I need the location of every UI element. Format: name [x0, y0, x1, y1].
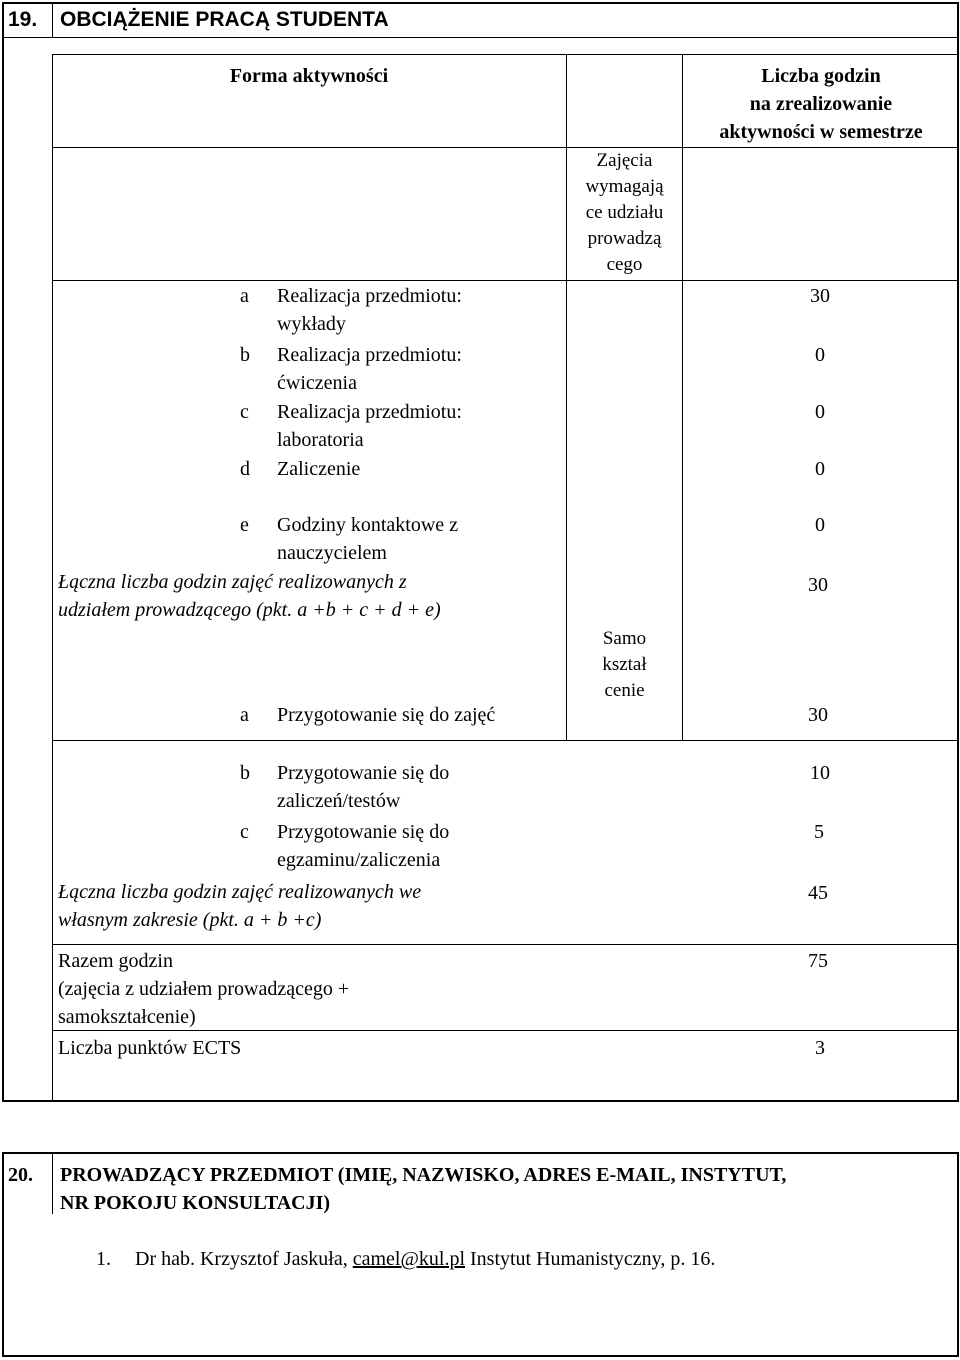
row-hours: 30	[808, 704, 828, 726]
row-label-line1: Przygotowanie się do	[277, 762, 450, 784]
row-letter: c	[240, 401, 249, 423]
zajecia-line: Zajęcia	[596, 150, 653, 171]
section-19-title: OBCIĄŻENIE PRACĄ STUDENTA	[60, 8, 389, 31]
row-label-line2: laboratoria	[277, 429, 364, 451]
row-hours: 5	[814, 821, 824, 843]
section-20-title-line2: NR POKOJU KONSULTACJI)	[60, 1192, 331, 1214]
lecturer-name: Dr hab. Krzysztof Jaskuła,	[135, 1248, 348, 1270]
self-total-line2: własnym zakresie (pkt. a + b +c)	[58, 909, 322, 931]
header-liczba-line1: Liczba godzin	[761, 65, 881, 87]
row-hours: 0	[815, 344, 825, 366]
contact-total-line2: udziałem prowadzącego (pkt. a +b + c + d + e)	[58, 599, 441, 621]
section-20-title-line1: PROWADZĄCY PRZEDMIOT (IMIĘ, NAZWISKO, ADRES E-MAIL, INSTYTUT,	[60, 1164, 787, 1186]
row-label-line2: ćwiczenia	[277, 372, 357, 394]
border-bottom	[2, 1100, 959, 1102]
section-20-title	[60, 1161, 950, 1217]
samo-header	[567, 626, 682, 704]
row-letter: b	[240, 344, 250, 366]
row-hours: 0	[815, 458, 825, 480]
razem-divider	[52, 944, 959, 945]
razem-line1: Razem godzin	[58, 950, 173, 972]
row-label-line1: Realizacja przedmiotu:	[277, 285, 462, 307]
row-letter: a	[240, 704, 249, 726]
row-label-line2: nauczycielem	[277, 542, 387, 564]
row-letter: b	[240, 762, 250, 784]
zajecia-line: cego	[606, 254, 643, 275]
header-divider	[52, 280, 959, 281]
header-liczba-line2: na zrealizowanie	[749, 93, 893, 115]
row-label-line2: zaliczeń/testów	[277, 790, 401, 812]
row-label-line1: Przygotowanie się do zajęć	[277, 704, 496, 726]
contact-total-hours: 30	[808, 574, 828, 596]
row-label-line1: Zaliczenie	[277, 458, 361, 480]
row-label-line1: Godziny kontaktowe z	[277, 514, 459, 536]
lecturer-item	[96, 1245, 715, 1273]
ects-label: Liczba punktów ECTS	[58, 1037, 242, 1059]
lecturer-item-number: 1.	[96, 1248, 111, 1270]
lecturer-email-link[interactable]: camel@kul.pl	[352, 1248, 465, 1270]
row-label-line2: wykłady	[277, 313, 346, 335]
row-label-line1: Realizacja przedmiotu:	[277, 344, 462, 366]
row-label-line2: egzaminu/zaliczenia	[277, 849, 441, 871]
border-right	[957, 2, 959, 1102]
row-label-line1: Przygotowanie się do	[277, 821, 450, 843]
samo-line: kształ	[602, 654, 647, 675]
col-divider-right	[682, 54, 683, 740]
row-letter: c	[240, 821, 249, 843]
self-total-line1: Łączna liczba godzin zajęć realizowanych we	[58, 881, 422, 903]
row-hours: 10	[810, 762, 830, 784]
header-zajecia	[567, 148, 682, 278]
self-section-divider	[52, 740, 959, 741]
ects-value: 3	[815, 1037, 825, 1059]
border-left	[2, 2, 4, 1102]
samo-line: Samo	[602, 628, 647, 649]
samo-line: cenie	[604, 680, 645, 701]
header-forma	[52, 62, 566, 90]
zajecia-line: wymagają	[585, 176, 664, 197]
self-total-hours: 45	[808, 882, 828, 904]
s20-border-left	[2, 1152, 4, 1357]
section-20-number: 20.	[8, 1164, 33, 1186]
lecturer-institute: Instytut Humanistyczny, p. 16.	[470, 1248, 716, 1270]
header-liczba	[683, 62, 959, 146]
row-letter: e	[240, 514, 249, 536]
s20-border-top	[2, 1152, 959, 1154]
razem-line3: samokształcenie)	[58, 1006, 196, 1028]
row-hours: 0	[815, 514, 825, 536]
header-subdivider	[52, 147, 959, 148]
zajecia-line: ce udziału	[585, 202, 664, 223]
number-divider	[52, 2, 53, 38]
razem-line2: (zajęcia z udziałem prowadzącego +	[58, 978, 350, 1000]
contact-total-line1: Łączna liczba godzin zajęć realizowanych z	[58, 571, 407, 593]
border-top	[2, 2, 959, 4]
s20-border-right	[957, 1152, 959, 1357]
header-liczba-line3: aktywności w semestrze	[719, 121, 923, 143]
table-top-border	[52, 54, 959, 55]
row-hours: 30	[810, 285, 830, 307]
row-letter: d	[240, 458, 250, 480]
razem-hours: 75	[808, 950, 828, 972]
row-letter: a	[240, 285, 249, 307]
row-label-line1: Realizacja przedmiotu:	[277, 401, 462, 423]
title-divider	[2, 37, 959, 38]
zajecia-line: prowadzą	[587, 228, 662, 249]
header-forma-text: Forma aktywności	[229, 65, 389, 87]
section-19-number: 19.	[8, 8, 38, 31]
s20-number-divider	[52, 1152, 53, 1214]
row-hours: 0	[815, 401, 825, 423]
s20-border-bottom	[2, 1355, 959, 1357]
